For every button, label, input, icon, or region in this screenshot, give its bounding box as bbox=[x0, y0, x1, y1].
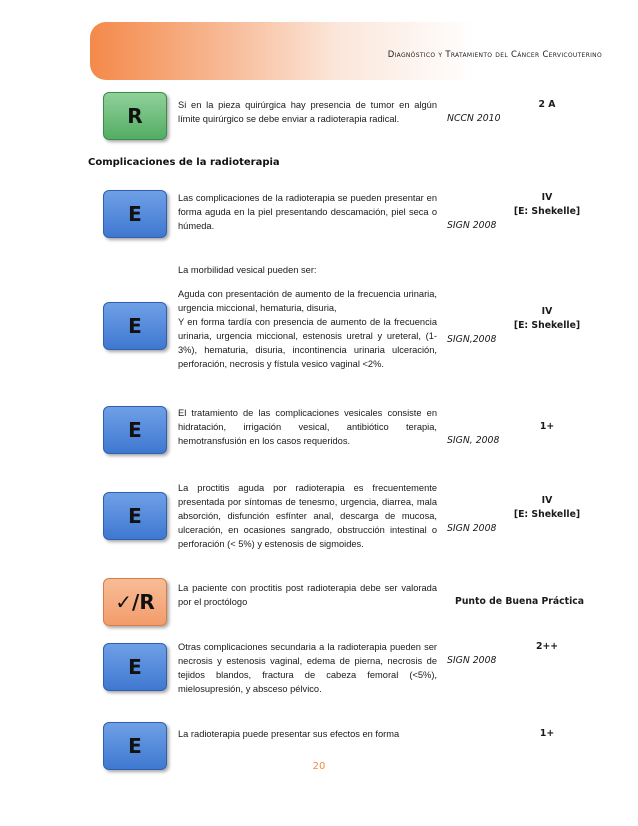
row-paragraph: La paciente con proctitis post radioterapia debe ser valorada por el proctólogo bbox=[178, 583, 437, 607]
evidence-level bbox=[447, 494, 597, 536]
evidence-badge-e: E bbox=[103, 492, 167, 540]
row-paragraph: La radioterapia puede presentar sus efectos en forma bbox=[178, 729, 400, 739]
level-source: SIGN 2008 bbox=[447, 655, 497, 666]
row-paragraph: Si en la pieza quirúrgica hay presencia de tumor en algún límite quirúrgico se debe enviar a radioterapia radical. bbox=[178, 100, 437, 124]
evidence-badge-e: E bbox=[103, 643, 167, 691]
row-paragraph: La proctitis aguda por radioterapia es frecuentemente presentada por síntomas de tenesmo, urgencia, diarrea, mala absorción, disfunción esfínter anal, descarga de mucosa, ulceración, en ocasiones sangrado, obstrucción intestinal o perforación (< 5%) y estenosis de sigmoides. bbox=[178, 483, 437, 549]
level-value: IV bbox=[541, 495, 553, 506]
row-text bbox=[178, 640, 437, 696]
level-source: SIGN, 2008 bbox=[447, 435, 500, 446]
evidence-level bbox=[447, 420, 597, 448]
level-source: SIGN 2008 bbox=[447, 220, 497, 231]
evidence-level bbox=[447, 727, 597, 741]
evidence-badge-e: E bbox=[103, 302, 167, 350]
level-value: IV bbox=[541, 192, 553, 203]
row-text bbox=[178, 727, 437, 741]
page-number: 20 bbox=[312, 761, 326, 772]
evidence-badge-e: E bbox=[103, 722, 167, 770]
row-paragraph: Y en forma tardía con presencia de aumento de la frecuencia urinaria, urgencia miccional, estenosis uretral y ureteral, (1-3%), hematuria, disuria, incontinencia urinaria ulceración, perforación, necrosis y fístula vesico vaginal <2%. bbox=[178, 317, 437, 369]
level-scale: [E: Shekelle] bbox=[513, 320, 581, 331]
row-text bbox=[178, 263, 437, 371]
row-paragraph: La morbilidad vesical pueden ser: bbox=[178, 265, 317, 275]
running-header-title: Diagnóstico y Tratamiento del Cáncer Cervicouterino bbox=[387, 50, 602, 60]
row-text bbox=[178, 581, 437, 609]
evidence-level bbox=[447, 191, 597, 233]
level-value: IV bbox=[541, 306, 553, 317]
level-value: 1+ bbox=[539, 421, 555, 432]
row-text bbox=[178, 406, 437, 448]
evidence-badge-r: R bbox=[103, 92, 167, 140]
row-paragraph: El tratamiento de las complicaciones vesicales consiste en hidratación, irrigación vesical, antibiótico terapia, hemotransfusión en los casos requeridos. bbox=[178, 408, 437, 446]
row-paragraph: Otras complicaciones secundaria a la radioterapia pueden ser necrosis y estenosis vaginal, edema de pierna, necrosis de tejidos blandos, fractura de cabeza femoral (<5%), mielosupresión, y absceso pélvico. bbox=[178, 642, 437, 694]
good-practice-level: Punto de Buena Práctica bbox=[455, 596, 585, 607]
level-source: NCCN 2010 bbox=[447, 113, 501, 124]
evidence-level bbox=[447, 98, 597, 126]
level-value: 1+ bbox=[539, 728, 555, 739]
row-paragraph: Las complicaciones de la radioterapia se pueden presentar en forma aguda en la piel presentando descamación, piel seca o húmeda. bbox=[178, 193, 437, 231]
row-text bbox=[178, 481, 437, 551]
section-title: Complicaciones de la radioterapia bbox=[88, 157, 280, 168]
level-source: SIGN 2008 bbox=[447, 523, 497, 534]
row-text bbox=[178, 191, 437, 233]
evidence-level bbox=[447, 305, 597, 347]
good-practice-badge: ✓/R bbox=[103, 578, 167, 626]
level-value: 2++ bbox=[535, 641, 559, 652]
evidence-badge-e: E bbox=[103, 190, 167, 238]
level-scale: [E: Shekelle] bbox=[513, 206, 581, 217]
level-source: SIGN,2008 bbox=[447, 334, 497, 345]
row-text bbox=[178, 98, 437, 126]
row-paragraph: Aguda con presentación de aumento de la frecuencia urinaria, urgencia miccional, hematuria, disuria, bbox=[178, 289, 437, 313]
evidence-level bbox=[447, 640, 597, 668]
evidence-badge-e: E bbox=[103, 406, 167, 454]
level-scale: [E: Shekelle] bbox=[513, 509, 581, 520]
level-value: 2 A bbox=[538, 99, 556, 110]
